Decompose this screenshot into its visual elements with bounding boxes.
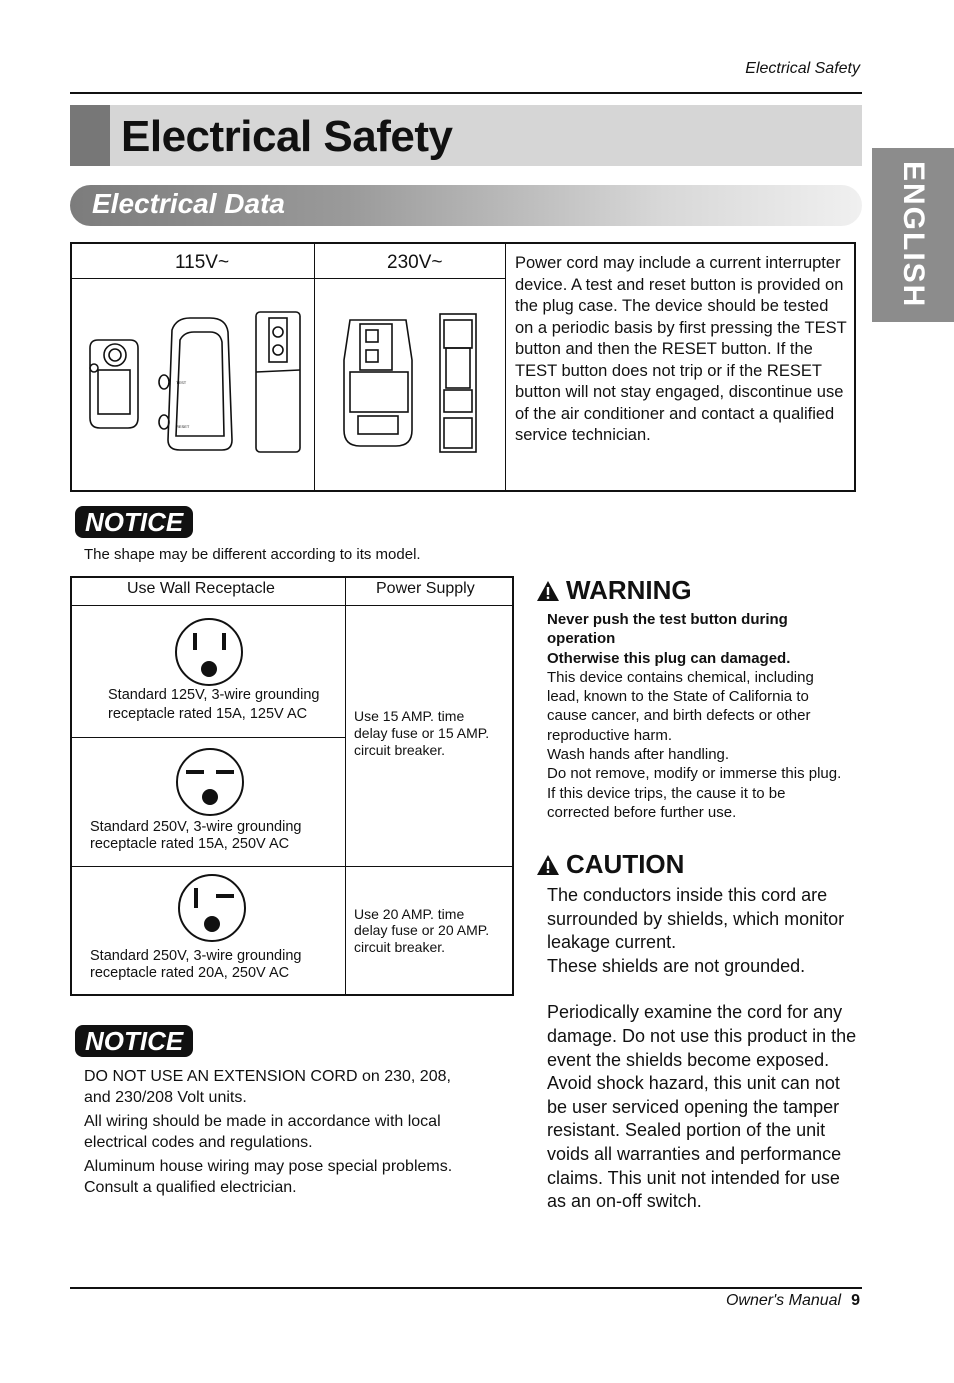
warning-line2: lead, known to the State of California to xyxy=(547,688,809,706)
warning-line4: reproductive harm. xyxy=(547,726,673,744)
supply-20a-line2: delay fuse or 20 AMP. xyxy=(354,922,490,938)
warning-bold-line3: Otherwise this plug can damaged. xyxy=(547,649,791,667)
caution-heading xyxy=(536,849,684,880)
receptacle-2-caption-line1: Standard 250V, 3-wire grounding xyxy=(90,819,302,835)
caution-para3: Periodically examine the cord for any damage. Do not use this product in the event the shields become exposed. Avoid shock hazard, this unit can not be user serviced opening the tamper resistant. Sealed portion of the unit voids all warranties and performance claims. This unit not intended for use as an on-off switch. xyxy=(547,1002,857,1212)
receptacle-3-caption-line1: Standard 250V, 3-wire grounding xyxy=(90,948,302,964)
plug-table-header-rule xyxy=(71,278,505,279)
caution-triangle-icon xyxy=(536,854,560,876)
title-accent xyxy=(70,105,110,166)
footer-rule xyxy=(70,1287,862,1289)
caution-spacer xyxy=(547,978,862,1001)
notice-2-para3: Aluminum house wiring may pose special problems. Consult a qualified electrician. xyxy=(84,1158,453,1196)
receptacle-250v-15a-icon xyxy=(174,746,246,818)
header-power-supply: Power Supply xyxy=(376,580,475,597)
warning-body xyxy=(547,610,862,822)
footer-label: Owner's Manual xyxy=(725,1292,842,1309)
warning-bold-line1: Never push the test button during xyxy=(547,611,788,628)
header-rule xyxy=(70,92,862,94)
receptacle-3-caption-line2: receptacle rated 20A, 250V AC xyxy=(90,965,290,981)
warning-triangle-icon xyxy=(536,580,560,602)
receptacle-row-rule-2 xyxy=(71,866,513,867)
plug-test-label: TEST xyxy=(176,380,187,385)
receptacle-2-caption-line2: receptacle rated 15A, 250V AC xyxy=(90,836,290,852)
caution-para2: These shields are not grounded. xyxy=(547,955,806,976)
running-header: Electrical Safety xyxy=(745,60,860,77)
plug-description: Power cord may include a current interrupter device. A test and reset button is provided on the plug case. The device should be tested on a periodic basis by first pressing the TEST button and then the RESET button. If the TEST button does not trip or if the RESET button will not stay engaged, discontinue use of the air conditioner and contact a qualified service technician. xyxy=(515,254,847,444)
receptacle-1-caption-line1: Standard 125V, 3-wire grounding xyxy=(108,687,320,703)
supply-15a-line2: delay fuse or 15 AMP. xyxy=(354,725,490,741)
notice-2-para1: DO NOT USE AN EXTENSION CORD on 230, 208, and 230/208 Volt units. xyxy=(84,1068,451,1106)
language-tab-label: ENGLISH xyxy=(897,161,930,309)
receptacle-table-divider xyxy=(345,577,346,995)
caution-para1: The conductors inside this cord are surrounded by shields, which monitor leakage current. xyxy=(547,885,845,953)
receptacle-row-rule-1 xyxy=(71,737,345,738)
plug-reset-label: RESET xyxy=(176,424,190,429)
header-use-wall-receptacle: Use Wall Receptacle xyxy=(127,580,275,597)
notice-2-para2: All wiring should be made in accordance with local electrical codes and regulations. xyxy=(84,1113,441,1151)
notice-badge-2: NOTICE xyxy=(75,1025,193,1057)
notice-badge-1: NOTICE xyxy=(75,506,193,538)
supply-15a-line3: circuit breaker. xyxy=(354,742,446,758)
warning-line1: This device contains chemical, including xyxy=(547,668,814,686)
notice-1-text: The shape may be different according to its model. xyxy=(84,546,421,563)
supply-20a-line3: circuit breaker. xyxy=(354,939,446,955)
receptacle-1-caption-line2: receptacle rated 15A, 125V AC xyxy=(108,706,308,722)
warning-heading xyxy=(536,575,692,606)
warning-bold-line2: operation xyxy=(547,630,616,648)
warning-line8: corrected before further use. xyxy=(547,803,737,821)
plug-table-divider-1 xyxy=(314,243,315,491)
col-230v-header: 230V~ xyxy=(387,252,443,273)
supply-15a-line1: Use 15 AMP. time xyxy=(354,708,465,724)
warning-line3: cause cancer, and birth defects or other xyxy=(547,707,811,725)
plug-115v-illustration xyxy=(80,300,310,460)
receptacle-250v-20a-icon xyxy=(176,872,248,944)
plug-230v-illustration xyxy=(330,300,500,460)
caution-title: CAUTION xyxy=(566,849,685,879)
warning-line5: Wash hands after handling. xyxy=(547,746,730,764)
warning-line7: If this device trips, the cause it to be xyxy=(547,784,786,802)
receptacle-header-rule xyxy=(71,605,513,606)
caution-body xyxy=(547,884,862,1214)
footer xyxy=(726,1292,860,1310)
page-number: 9 xyxy=(851,1292,860,1309)
warning-title: WARNING xyxy=(566,575,692,605)
plug-table-divider-2 xyxy=(505,243,506,491)
col-115v-header: 115V~ xyxy=(175,252,230,273)
supply-20a-line1: Use 20 AMP. time xyxy=(354,906,465,922)
section-title: Electrical Data xyxy=(92,188,285,219)
warning-line6: Do not remove, modify or immerse this plug. xyxy=(547,765,842,783)
receptacle-125v-15a-icon xyxy=(172,616,246,690)
notice-2-body xyxy=(84,1066,469,1201)
page-title: Electrical Safety xyxy=(121,112,453,161)
language-tab-label-wrap xyxy=(872,148,954,322)
